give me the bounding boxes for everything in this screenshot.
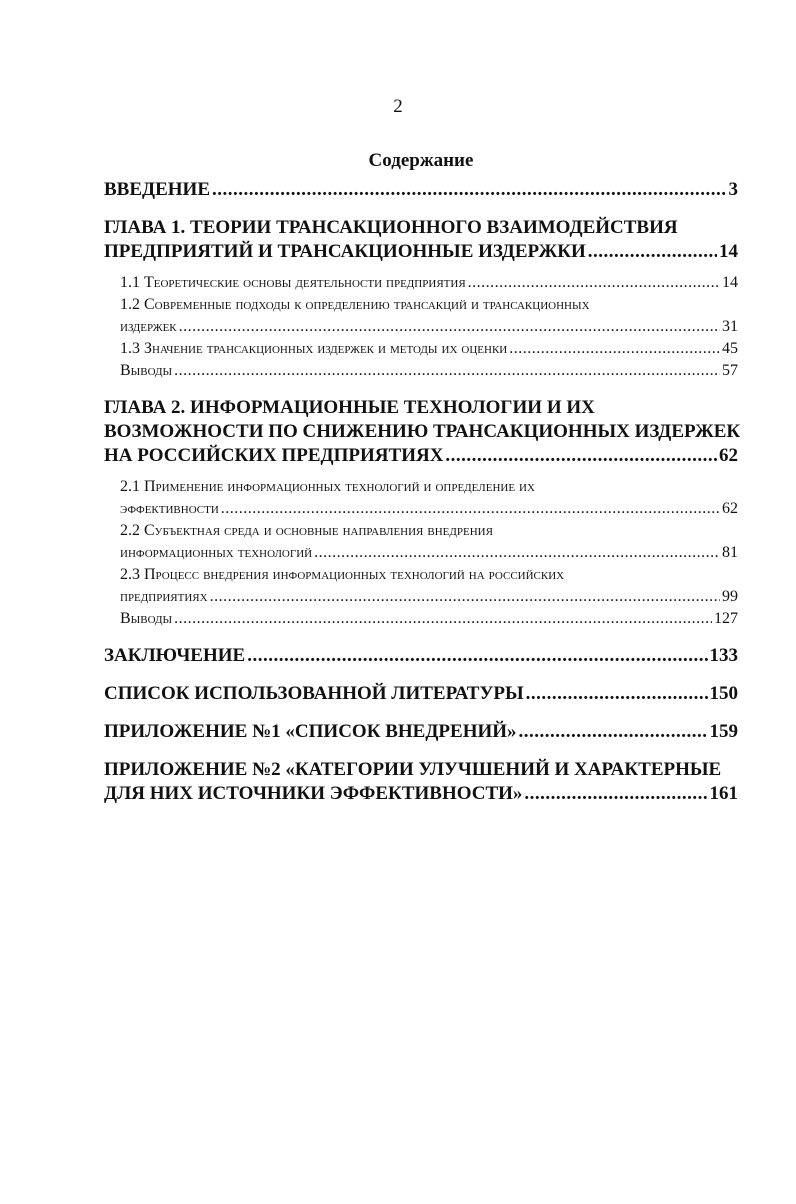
toc-entry-text: ГЛАВА 2. ИНФОРМАЦИОННЫЕ ТЕХНОЛОГИИ И ИХ	[104, 397, 595, 418]
toc-entry-page: 133	[709, 645, 738, 666]
toc-entry-page: 3	[728, 179, 738, 200]
toc-entry-line	[120, 360, 738, 382]
toc-entry-page: 81	[722, 544, 738, 561]
toc-entry-line	[104, 216, 738, 240]
toc-entry-text: ДЛЯ НИХ ИСТОЧНИКИ ЭФФЕКТИВНОСТИ»	[104, 783, 523, 804]
toc-entry-text: Выводы	[120, 362, 173, 379]
dot-leader	[526, 682, 708, 706]
toc-entry-page: 57	[722, 362, 738, 379]
toc-entry	[104, 360, 738, 382]
toc-entry-page: 99	[722, 588, 738, 605]
toc-entry	[104, 720, 738, 744]
toc-entry	[104, 178, 738, 202]
dot-leader	[212, 178, 727, 202]
toc-entry-line	[104, 178, 738, 202]
toc-entry-text: 1.1 Теоретические основы деятельности предприятия	[120, 274, 466, 291]
toc-entry-line	[120, 520, 738, 542]
toc-entry-page: 45	[722, 340, 738, 357]
toc-entry-line	[120, 338, 738, 360]
toc-entry	[104, 294, 738, 338]
toc-title: Содержание	[368, 150, 474, 171]
toc-entry-line	[104, 240, 738, 264]
toc-entry-text: 1.2 Современные подходы к определению трансакций и трансакционных	[120, 296, 590, 313]
toc-entry-page: 31	[722, 318, 738, 335]
toc-entry-line	[104, 444, 738, 468]
dot-leader	[174, 608, 712, 630]
toc-entry	[104, 608, 738, 630]
toc-entry-page: 62	[719, 445, 738, 466]
toc-entry-text: 1.3 Значение трансакционных издержек и методы их оценки	[120, 340, 508, 357]
toc-entry-line	[104, 420, 741, 444]
toc-entry-text: Выводы	[120, 610, 173, 627]
toc-entry-line	[120, 316, 738, 338]
toc-entry-text: ВВЕДЕНИЕ	[104, 179, 210, 200]
toc-entry-line	[120, 586, 738, 608]
toc-entry-line	[104, 758, 738, 782]
toc-entry-page: 161	[709, 783, 738, 804]
toc-entry-text: эффективности	[120, 500, 219, 517]
toc-entry-line	[120, 272, 738, 294]
dot-leader	[179, 316, 720, 338]
dot-leader	[221, 498, 720, 520]
toc-entry-text: предприятиях	[120, 588, 208, 605]
toc-entry-page: 14	[719, 241, 738, 262]
toc-entry-page: 62	[722, 500, 738, 517]
dot-leader	[519, 720, 708, 744]
toc-entry	[104, 338, 738, 360]
toc-entry-line	[120, 498, 738, 520]
toc-entry-line	[104, 782, 738, 806]
toc-entry	[104, 758, 738, 806]
toc-entry-line	[120, 608, 738, 630]
toc-entry-line	[120, 294, 738, 316]
toc-entry	[104, 520, 738, 564]
toc-entry-text: ЗАКЛЮЧЕНИЕ	[104, 645, 246, 666]
toc-entry-text: ПРИЛОЖЕНИЕ №1 «СПИСОК ВНЕДРЕНИЙ»	[104, 721, 517, 742]
toc-entry	[104, 682, 738, 706]
toc-entry-text: СПИСОК ИСПОЛЬЗОВАННОЙ ЛИТЕРАТУРЫ	[104, 683, 524, 704]
toc-entry-text: ВОЗМОЖНОСТИ ПО СНИЖЕНИЮ ТРАНСАКЦИОННЫХ ИЗДЕРЖЕК	[104, 421, 741, 442]
toc-entry-line	[104, 644, 738, 668]
toc-entry	[104, 216, 738, 264]
dot-leader	[468, 272, 720, 294]
toc-entry-page: 159	[709, 721, 738, 742]
toc-entry-text: информационных технологий	[120, 544, 313, 561]
toc-entry-text: ГЛАВА 1. ТЕОРИИ ТРАНСАКЦИОННОГО ВЗАИМОДЕЙСТВИЯ	[104, 217, 678, 238]
toc-entry-text: 2.3 Процесс внедрения информационных технологий на российских	[120, 566, 565, 583]
dot-leader	[509, 338, 720, 360]
dot-leader	[210, 586, 720, 608]
dot-leader	[247, 644, 707, 668]
table-of-contents	[104, 178, 741, 806]
toc-entry-text: ПРИЛОЖЕНИЕ №2 «КАТЕГОРИИ УЛУЧШЕНИЙ И ХАРАКТЕРНЫЕ	[104, 759, 722, 780]
toc-entry-text: издержек	[120, 318, 177, 335]
dot-leader	[588, 240, 717, 264]
toc-entry-line	[120, 476, 738, 498]
toc-entry-text: НА РОССИЙСКИХ ПРЕДПРИЯТИЯХ	[104, 445, 444, 466]
dot-leader	[524, 782, 707, 806]
toc-entry	[104, 644, 738, 668]
toc-entry	[104, 564, 738, 608]
toc-entry-line	[120, 542, 738, 564]
toc-entry-line	[104, 682, 738, 706]
toc-entry-line	[120, 564, 738, 586]
toc-entry-page: 14	[722, 274, 738, 291]
dot-leader	[174, 360, 720, 382]
toc-entry-text: 2.2 Субъектная среда и основные направления внедрения	[120, 522, 493, 539]
toc-entry-page: 127	[714, 610, 738, 627]
toc-entry-text: ПРЕДПРИЯТИЙ И ТРАНСАКЦИОННЫЕ ИЗДЕРЖКИ	[104, 241, 586, 262]
toc-entry-text: 2.1 Применение информационных технологий и определение их	[120, 478, 535, 495]
page-number: 2	[393, 96, 403, 117]
toc-entry-line	[104, 720, 738, 744]
toc-entry-page: 150	[709, 683, 738, 704]
toc-entry-line	[104, 396, 738, 420]
toc-entry	[104, 396, 741, 468]
toc-entry	[104, 272, 738, 294]
dot-leader	[445, 444, 717, 468]
dot-leader	[314, 542, 720, 564]
toc-entry	[104, 476, 738, 520]
